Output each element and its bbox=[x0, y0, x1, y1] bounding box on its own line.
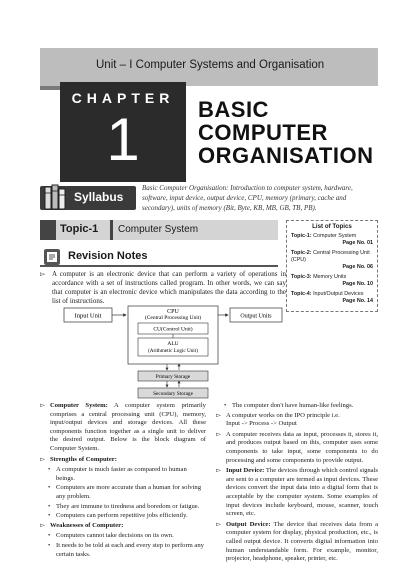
alu-label: ALU bbox=[167, 341, 179, 347]
notes-icon bbox=[44, 249, 60, 265]
list-item: ▻ A computer works on the IPO principle i.e. Input -> Process -> Output bbox=[216, 411, 340, 428]
list-item: • It needs to be told at each and every step to perform any certain tasks. bbox=[48, 541, 204, 558]
revision-notes-label: Revision Notes bbox=[68, 250, 148, 262]
revision-notes-bar bbox=[40, 247, 278, 267]
syllabus-text: Basic Computer Organisation: Introduction to computer system, hardware, software, input device, output device, CPU, memory (primary, cache and secondary), units of memory (Bit, Byte, KB, MB, GB, TB, PB). bbox=[142, 184, 353, 212]
list-item: Topic-1: Computer System Page No. 01 bbox=[291, 233, 373, 246]
arrow-bullet-icon: ▻ bbox=[40, 521, 46, 529]
topic-title: Computer System bbox=[118, 224, 199, 235]
cu-label: CU(Control Unit) bbox=[153, 326, 193, 333]
list-of-topics-box bbox=[286, 220, 378, 312]
primary-storage-label: Primary Storage bbox=[155, 374, 191, 380]
list-item: ▻ A computer receives data as input, processes it, stores it, and produces output based on this, computer uses some components to take input, some components to do processing and some components to provide output. bbox=[216, 430, 378, 464]
unit-header-bar bbox=[40, 48, 378, 86]
chapter-word: CHAPTER bbox=[71, 90, 175, 106]
topic-bar bbox=[40, 220, 278, 240]
list-item: • They are immune to tiredness and boredom or fatigue. bbox=[48, 502, 200, 510]
list-item: ▻ Output Device: The device that receives data from a computer system for display, physical production, etc., is called output device. It converts digital information into human understandable form. For example, monitor, projector, headphone, speaker, printer, etc. bbox=[216, 520, 378, 563]
books-icon bbox=[44, 183, 68, 211]
input-unit-label: Input Unit bbox=[74, 312, 102, 320]
arrow-bullet-icon: ▻ bbox=[216, 430, 222, 438]
list-item: ▻ Strengths of Computer: bbox=[40, 455, 117, 463]
right-column bbox=[216, 402, 378, 566]
chapter-title-line-1: BASIC bbox=[198, 97, 269, 122]
chapter-number: 1 bbox=[106, 106, 140, 173]
list-item: Topic-4: Input/Output Devices Page No. 14 bbox=[291, 291, 373, 304]
list-item: • Computers can perform repetitive jobs efficiently. bbox=[48, 512, 188, 520]
arrow-bullet-icon: ▻ bbox=[40, 270, 46, 278]
topic-label: Topic-1 bbox=[60, 223, 99, 235]
left-column bbox=[40, 402, 206, 560]
list-item: • A computer is much faster as compared to human beings. bbox=[48, 466, 187, 482]
arrow-bullet-icon: ▻ bbox=[216, 411, 222, 419]
secondary-storage-label: Secondary Storage bbox=[153, 391, 193, 397]
list-of-topics-title: List of Topics bbox=[312, 223, 352, 230]
syllabus-label: Syllabus bbox=[74, 190, 124, 204]
chapter-box bbox=[60, 82, 186, 182]
list-item: Topic-3: Memory Units Page No. 10 bbox=[291, 274, 373, 287]
topic-accent bbox=[40, 220, 56, 240]
cpu-label: CPU bbox=[167, 309, 179, 315]
output-units-label: Output Units bbox=[240, 313, 272, 320]
unit-heading: Unit – I Computer Systems and Organisation bbox=[96, 59, 325, 71]
arrow-bullet-icon: ▻ bbox=[216, 520, 222, 528]
list-item: ▻ Input Device: The devices through which control signals are sent to a computer are termed as input devices. These devices convert the input data into a digital form that is acceptable by the computer system. Some examples of input devices include keyboard, mouse, scanner, touch screen, etc. bbox=[216, 467, 379, 518]
list-item: • The computer don't have human-like feelings. bbox=[224, 402, 354, 409]
arrow-bullet-icon: ▻ bbox=[40, 402, 46, 409]
list-item: • Computers are more accurate than a human for solving any problem. bbox=[48, 484, 202, 500]
list-item: ▻ Computer System: A computer system primarily comprises a central processing unit (CPU), memory, input/output devices and storage devices. All these components function together as a single unit to deliver the desired output. Below is the block diagram of Computer System. bbox=[40, 402, 206, 452]
arrow-bullet-icon: ▻ bbox=[216, 467, 222, 475]
list-item: Topic-2: Central Processing Unit (CPU) Page No. 06 bbox=[291, 250, 373, 270]
chapter-title-line-2: COMPUTER bbox=[198, 120, 328, 145]
cpu-sub-label: (Central Processing Unit) bbox=[144, 315, 202, 321]
alu-sub-label: (Arithmetic Logic Unit) bbox=[148, 348, 198, 354]
list-item: • Computers cannot take decisions on its own. bbox=[48, 532, 174, 540]
topic-separator bbox=[110, 220, 113, 240]
header-accent-strip bbox=[40, 86, 60, 90]
list-item: ▻ Weaknesses of Computer: bbox=[40, 521, 124, 529]
chapter-title-line-3: ORGANISATION bbox=[198, 143, 374, 168]
chapter-title bbox=[198, 98, 373, 167]
block-diagram bbox=[40, 305, 378, 400]
intro-paragraph: ▻ A computer is an electronic device that can perform a variety of operations in accordance with a set of instructions called program. In other words, we can say that computer is an electronic device which manipulates the data according to the list of instructions. bbox=[40, 270, 286, 305]
arrow-bullet-icon: ▻ bbox=[40, 455, 46, 463]
